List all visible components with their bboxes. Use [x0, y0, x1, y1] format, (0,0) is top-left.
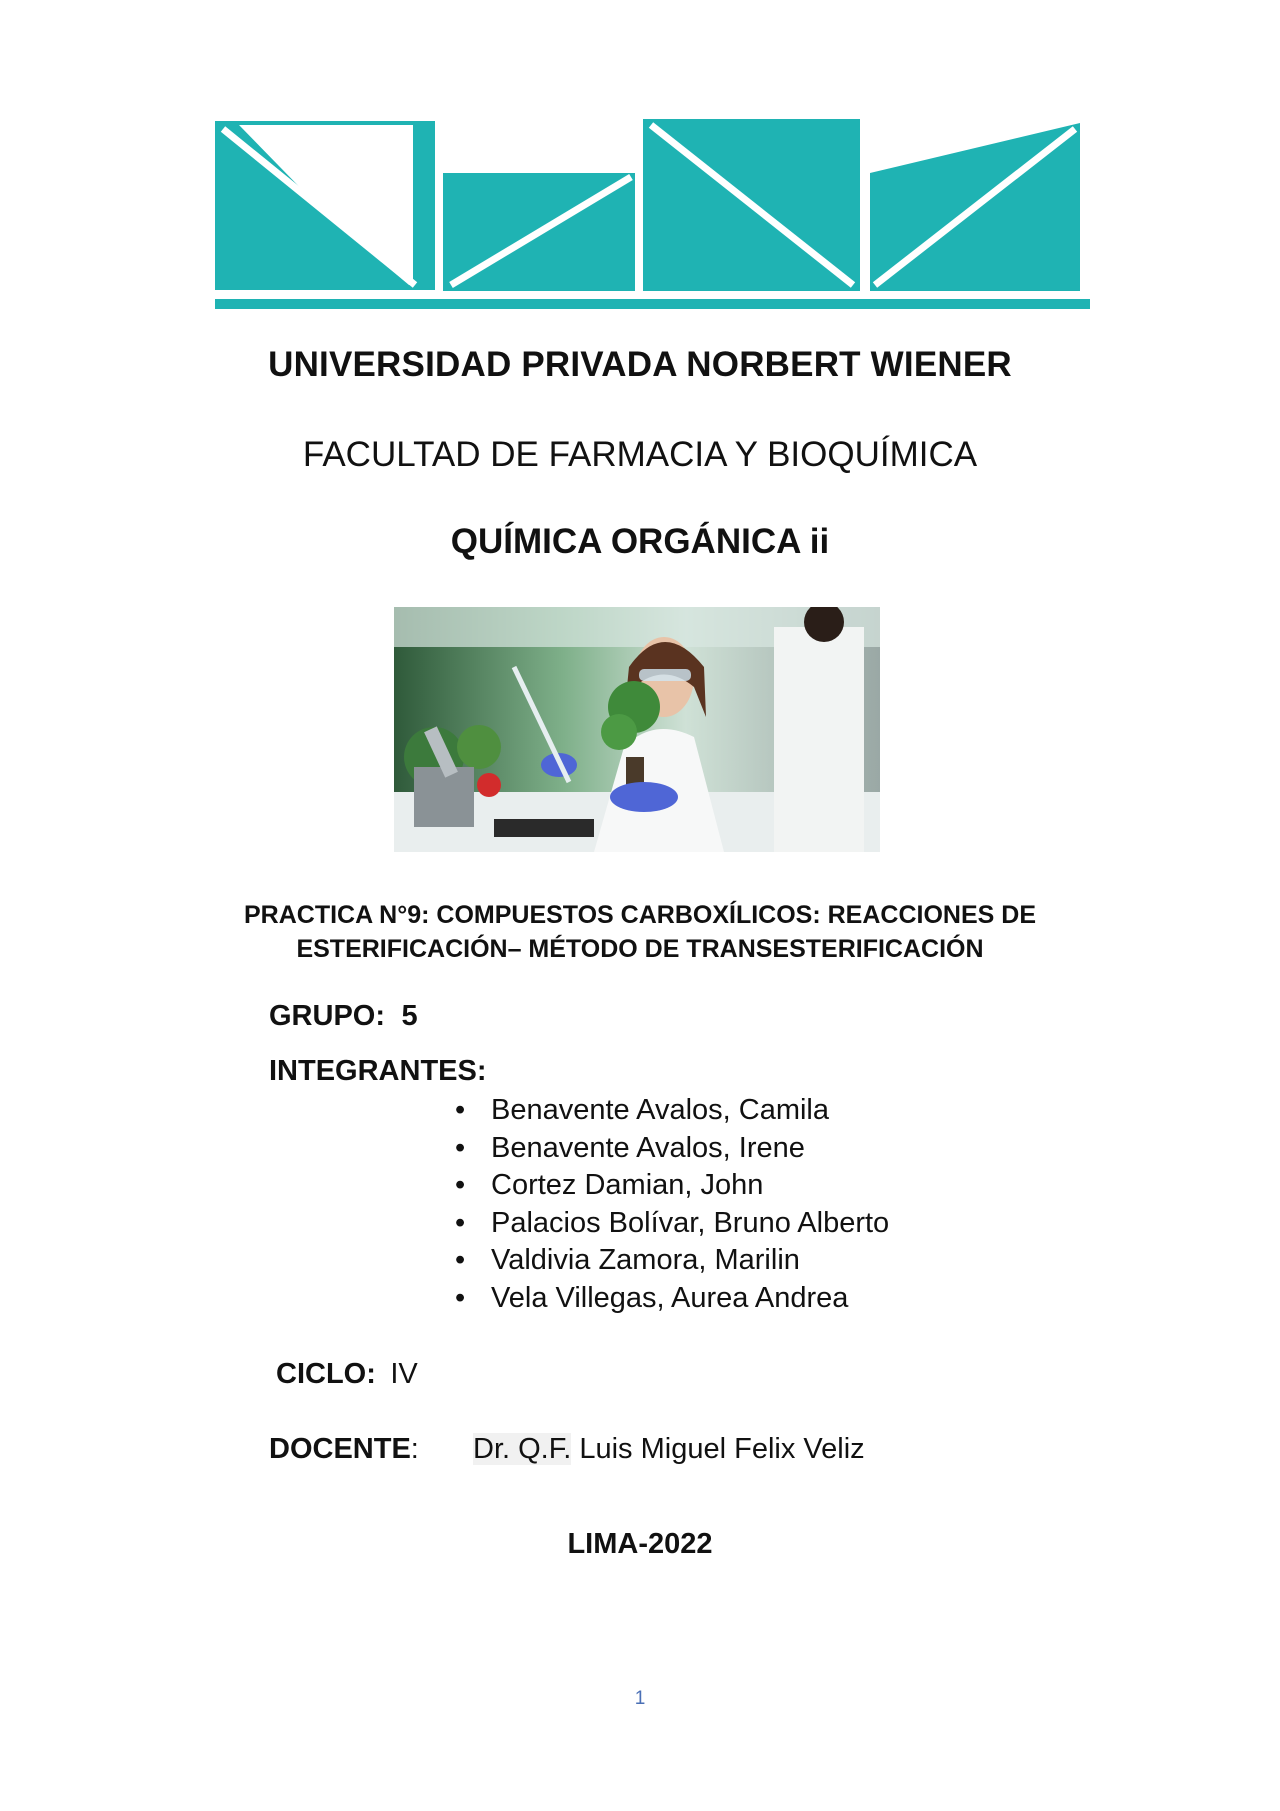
member-name: Vela Villegas, Aurea Andrea — [491, 1281, 849, 1314]
group-row — [269, 1000, 418, 1033]
list-item — [455, 1167, 889, 1205]
course-title: QUÍMICA ORGÁNICA ii — [450, 522, 830, 561]
teacher-label: DOCENTE — [269, 1433, 411, 1465]
lab-photo-icon — [394, 607, 880, 852]
group-label: GRUPO: — [269, 1000, 385, 1032]
teacher-name-row — [473, 1433, 865, 1466]
member-name: Cortez Damian, John — [491, 1169, 764, 1202]
university-name: UNIVERSIDAD PRIVADA NORBERT WIENER — [268, 345, 1012, 384]
member-name: Benavente Avalos, Irene — [491, 1131, 805, 1164]
member-name: Palacios Bolívar, Bruno Alberto — [491, 1206, 890, 1239]
bullet: • — [455, 1094, 466, 1126]
group-value: 5 — [401, 1000, 418, 1032]
teacher-name: Luis Miguel Felix Veliz — [579, 1433, 865, 1465]
list-item — [455, 1280, 889, 1318]
practice-title-line-2: ESTERIFICACIÓN– MÉTODO DE TRANSESTERIFICACIÓN — [296, 935, 984, 963]
member-name: Valdivia Zamora, Marilin — [491, 1244, 800, 1277]
teacher-label-row — [269, 1433, 419, 1466]
list-item — [455, 1242, 889, 1280]
members-list — [455, 1092, 889, 1318]
members-label: INTEGRANTES: — [269, 1055, 487, 1087]
cycle-label: CICLO: — [276, 1358, 376, 1390]
cycle-row — [276, 1358, 418, 1391]
list-item — [455, 1205, 889, 1243]
university-logo — [215, 115, 1095, 315]
cycle-value: IV — [390, 1358, 418, 1390]
page-number: 1 — [634, 1688, 646, 1709]
faculty-name: FACULTAD DE FARMACIA Y BIOQUÍMICA — [302, 435, 978, 474]
bullet: • — [455, 1244, 466, 1277]
practice-title-line-1: PRACTICA N°9: COMPUESTOS CARBOXÍLICOS: REACCIONES DE — [243, 901, 1036, 929]
member-name: Benavente Avalos, Camila — [491, 1094, 830, 1126]
teacher-title: Dr. Q.F. — [473, 1433, 572, 1465]
bullet: • — [455, 1206, 466, 1239]
practice-title — [0, 898, 1280, 966]
bullet: • — [455, 1131, 466, 1164]
bullet: • — [455, 1281, 466, 1314]
teacher-colon: : — [410, 1433, 419, 1465]
logo-shapes — [215, 119, 1090, 309]
list-item — [455, 1092, 889, 1130]
place-year: LIMA-2022 — [567, 1528, 713, 1560]
list-item — [455, 1130, 889, 1168]
bullet: • — [455, 1169, 466, 1202]
